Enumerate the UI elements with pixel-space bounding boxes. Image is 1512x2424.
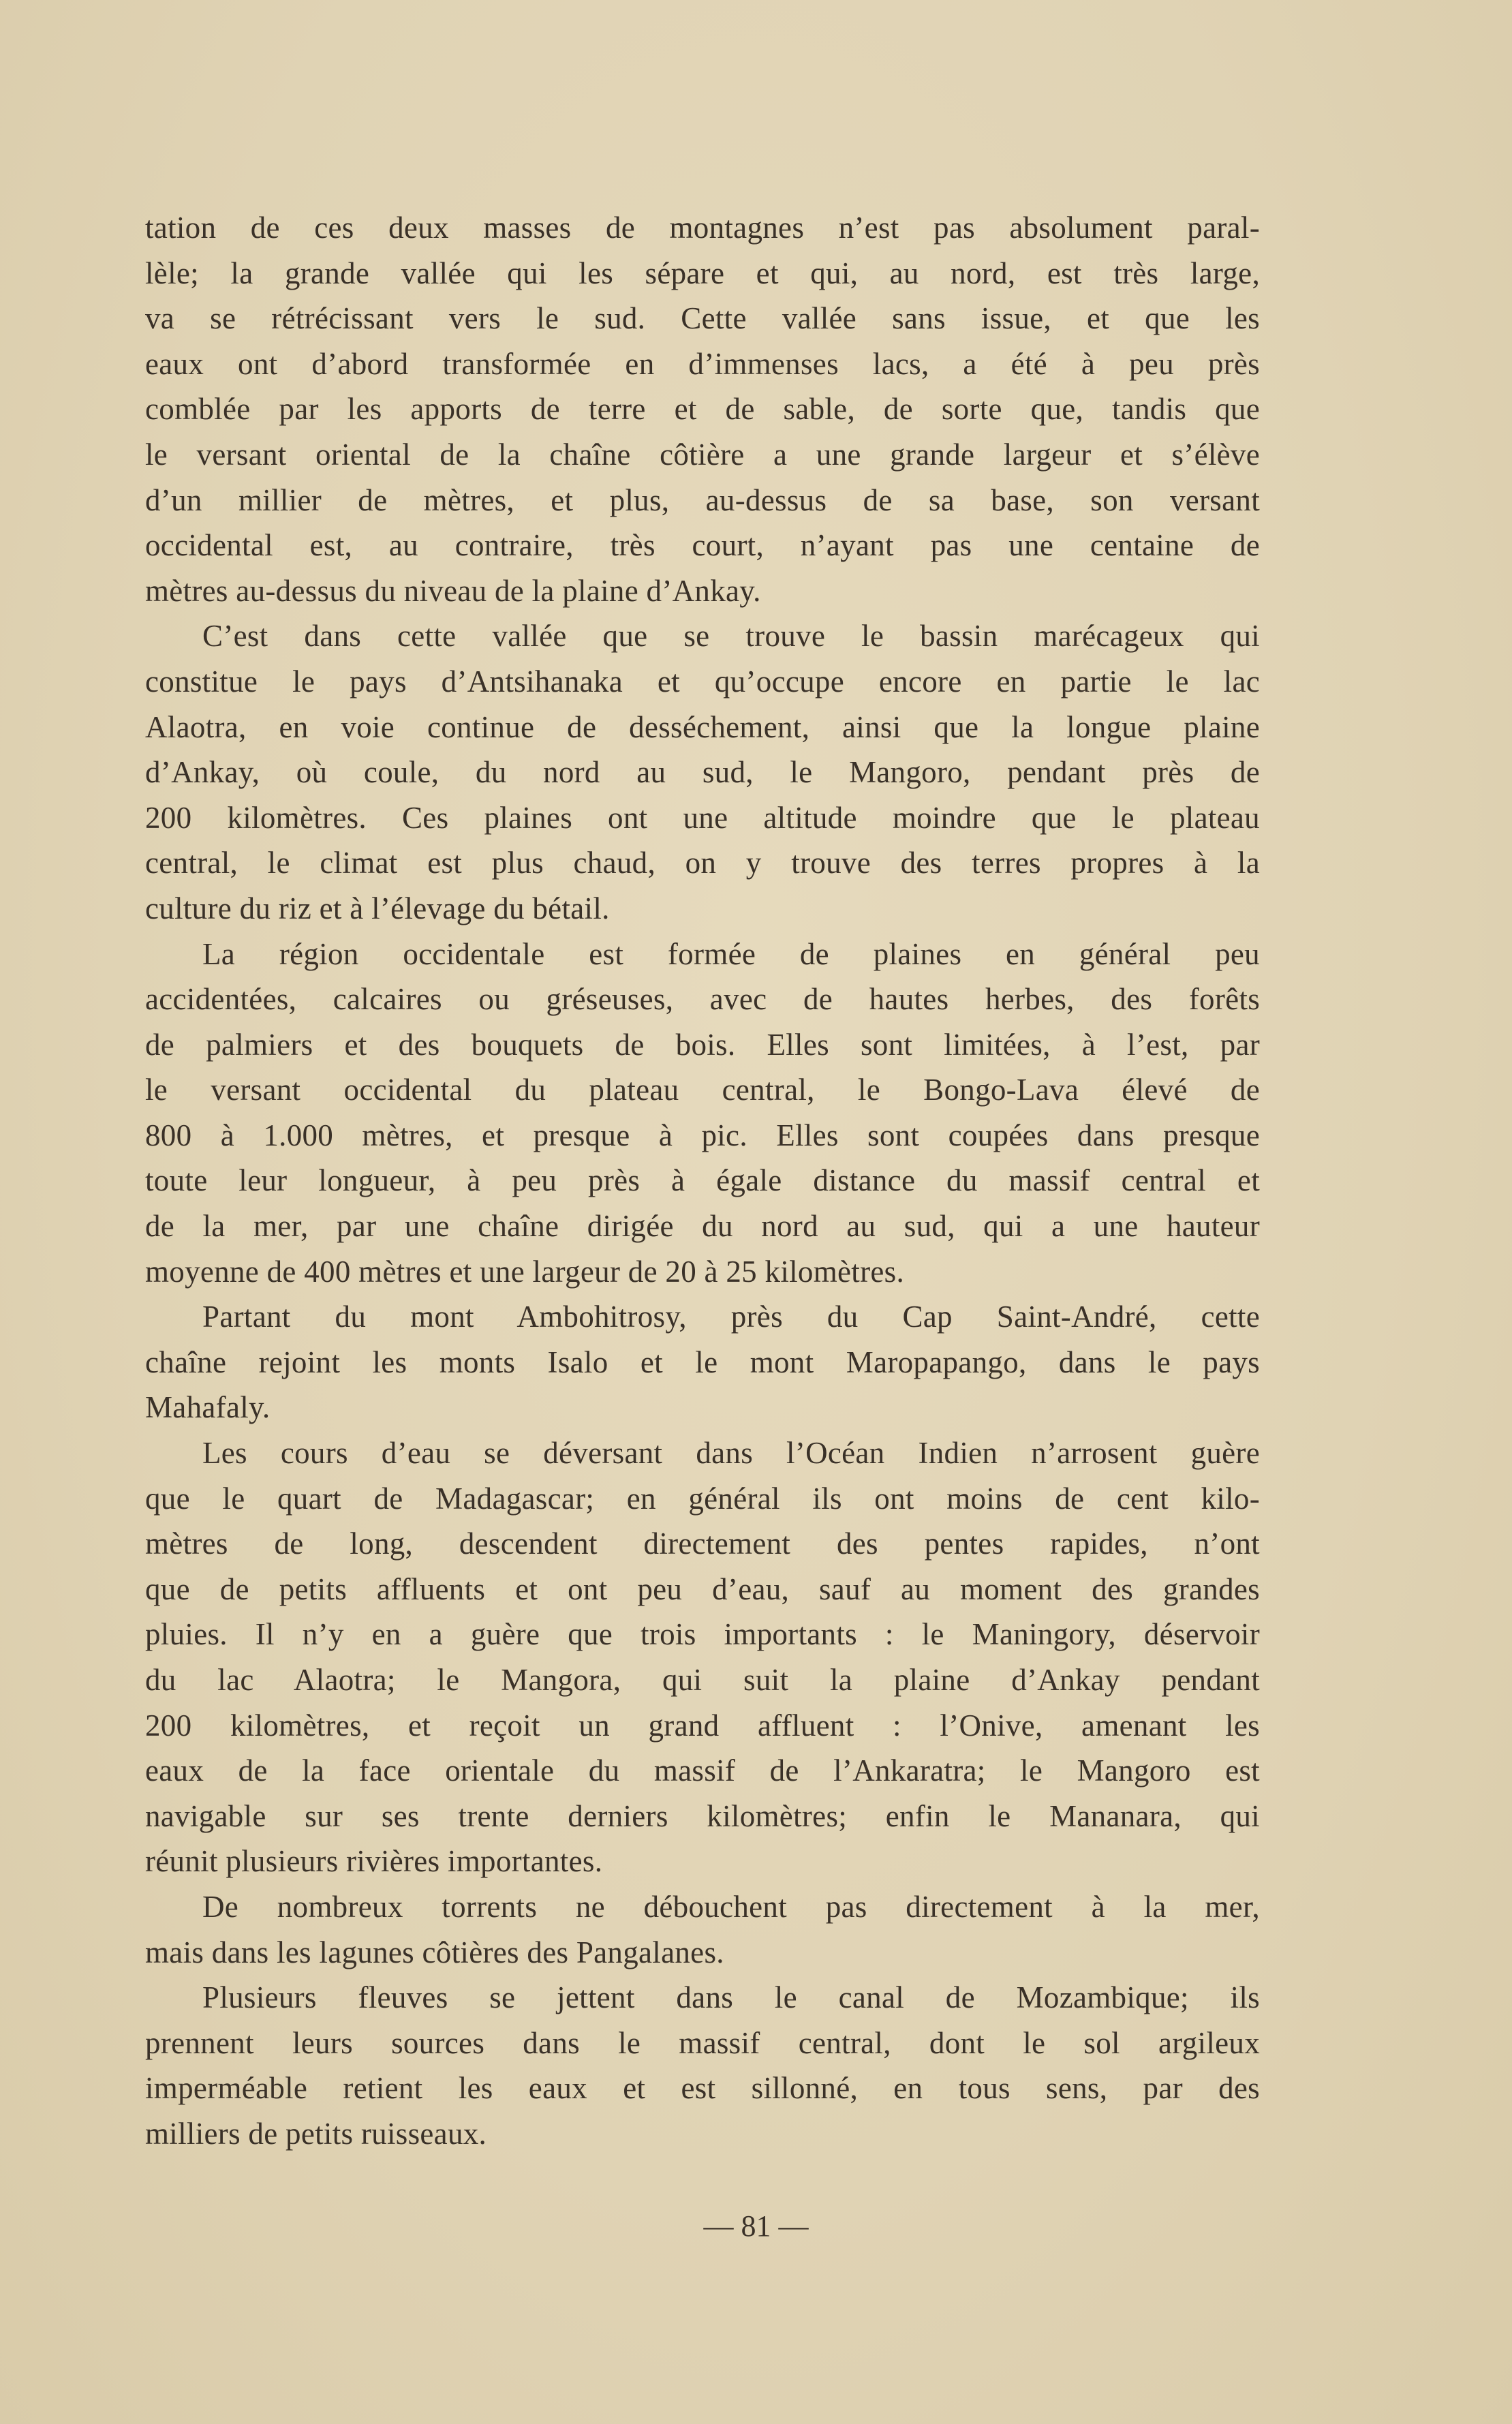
body-text: [145, 205, 1260, 2157]
text-line: 800 à 1.000 mètres, et presque à pic. Elles sont coupées dans presque: [145, 1118, 1260, 1152]
text-line: milliers de petits ruisseaux.: [145, 2116, 487, 2151]
text-line: d’Ankay, où coule, du nord au sud, le Mangoro, pendant près de: [145, 755, 1260, 790]
text-line: C’est dans cette vallée que se trouve le bassin marécageux qui: [202, 619, 1260, 654]
text-line: va se rétrécissant vers le sud. Cette vallée sans issue, et que les: [145, 301, 1260, 336]
text-line: toute leur longueur, à peu près à égale distance du massif central et: [145, 1163, 1260, 1198]
text-line: lèle; la grande vallée qui les sépare et qui, au nord, est très large,: [145, 256, 1260, 290]
text-line: Les cours d’eau se déversant dans l’Océan Indien n’arrosent guère: [202, 1436, 1260, 1471]
text-line: Plusieurs fleuves se jettent dans le canal de Mozambique; ils: [202, 1980, 1260, 2015]
text-line: le versant oriental de la chaîne côtière a une grande largeur et s’élève: [145, 437, 1260, 472]
text-line: de palmiers et des bouquets de bois. Elles sont limitées, à l’est, par: [145, 1027, 1260, 1062]
text-line: chaîne rejoint les monts Isalo et le mont Maropapango, dans le pays: [145, 1345, 1260, 1379]
text-line: que le quart de Madagascar; en général ils ont moins de cent kilo-: [145, 1481, 1260, 1516]
text-line: mètres au-dessus du niveau de la plaine d’Ankay.: [145, 573, 761, 608]
text-line: le versant occidental du plateau central, le Bongo-Lava élevé de: [145, 1073, 1260, 1107]
paragraph: [145, 1975, 1260, 2156]
text-line: moyenne de 400 mètres et une largeur de 20 à 25 kilomètres.: [145, 1254, 905, 1289]
text-line: Partant du mont Ambohitrosy, près du Cap Saint-André, cette: [202, 1300, 1260, 1334]
text-line: culture du riz et à l’élevage du bétail.: [145, 891, 610, 925]
paragraph: [145, 613, 1260, 931]
text-line: mètres de long, descendent directement des pentes rapides, n’ont: [145, 1526, 1260, 1561]
text-line: pluies. Il n’y en a guère que trois importants : le Maningory, déservoir: [145, 1617, 1260, 1652]
text-line: occidental est, au contraire, très court, n’ayant pas une centaine de: [145, 528, 1260, 563]
text-line: Alaotra, en voie continue de desséchement, ainsi que la longue plaine: [145, 709, 1260, 744]
text-line: d’un millier de mètres, et plus, au-dessus de sa base, son versant: [145, 482, 1260, 517]
text-line: De nombreux torrents ne débouchent pas directement à la mer,: [202, 1889, 1260, 1924]
paragraph: [145, 932, 1260, 1295]
text-line: constitue le pays d’Antsihanaka et qu’occupe encore en partie le lac: [145, 664, 1260, 699]
text-line: 200 kilomètres. Ces plaines ont une altitude moindre que le plateau: [145, 800, 1260, 835]
text-line: navigable sur ses trente derniers kilomètres; enfin le Mananara, qui: [145, 1798, 1260, 1833]
text-line: 200 kilomètres, et reçoit un grand affluent : l’Onive, amenant les: [145, 1708, 1260, 1743]
paragraph: [145, 1294, 1260, 1430]
text-line: La région occidentale est formée de plaines en général peu: [202, 936, 1260, 971]
text-line: mais dans les lagunes côtières des Pangalanes.: [145, 1935, 724, 1969]
text-line: imperméable retient les eaux et est sillonné, en tous sens, par des: [145, 2071, 1260, 2106]
page-number: — 81 —: [703, 2209, 809, 2243]
text-line: du lac Alaotra; le Mangora, qui suit la plaine d’Ankay pendant: [145, 1663, 1260, 1697]
text-line: eaux ont d’abord transformée en d’immenses lacs, a été à peu près: [145, 346, 1260, 381]
paragraph: [145, 1884, 1260, 1975]
text-line: eaux de la face orientale du massif de l’Ankaratra; le Mangoro est: [145, 1753, 1260, 1788]
text-line: prennent leurs sources dans le massif central, dont le sol argileux: [145, 2025, 1260, 2060]
text-line: comblée par les apports de terre et de sable, de sorte que, tandis que: [145, 392, 1260, 427]
paragraph: [145, 205, 1260, 613]
text-line: tation de ces deux masses de montagnes n’est pas absolument paral-: [145, 211, 1260, 245]
text-line: de la mer, par une chaîne dirigée du nord au sud, qui a une hauteur: [145, 1209, 1260, 1244]
text-line: Mahafaly.: [145, 1390, 271, 1425]
text-line: que de petits affluents et ont peu d’eau, sauf au moment des grandes: [145, 1571, 1260, 1606]
text-line: central, le climat est plus chaud, on y trouve des terres propres à la: [145, 846, 1260, 880]
text-line: accidentées, calcaires ou gréseuses, avec de hautes herbes, des forêts: [145, 982, 1260, 1017]
paragraph: [145, 1430, 1260, 1884]
text-line: réunit plusieurs rivières importantes.: [145, 1844, 603, 1879]
